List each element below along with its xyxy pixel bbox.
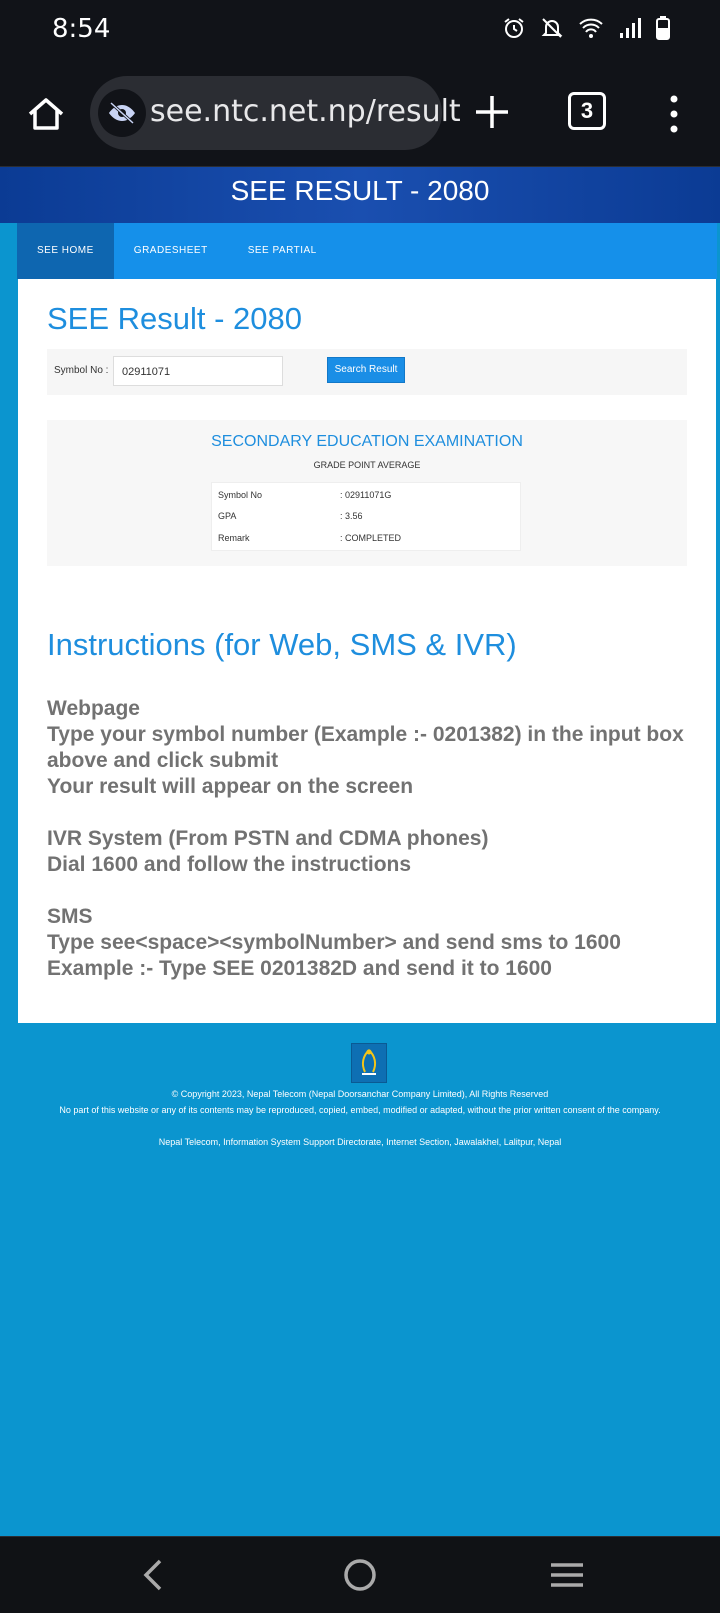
nav-see-partial[interactable]: SEE PARTIAL [247,245,317,256]
row-value: : COMPLETED [340,533,402,543]
tab-switcher-button[interactable]: 3 [568,92,606,130]
home-icon[interactable] [24,92,68,136]
url-text[interactable]: see.ntc.net.np/result [150,94,461,129]
footer-copyright: © Copyright 2023, Nepal Telecom (Nepal Doorsanchar Company Limited), All Rights Reserved [171,1089,549,1099]
row-key: GPA [218,511,237,521]
main-panel [18,279,716,1023]
row-value: : 3.56 [340,511,363,521]
site-title: SEE RESULT - 2080 [230,175,490,206]
sms-title: SMS [47,905,93,928]
battery-icon [656,16,670,40]
gpa-subtitle: GRADE POINT AVERAGE [313,460,421,470]
web-line2: Your result will appear on the screen [47,775,414,798]
footer-address: Nepal Telecom, Information System Support Directorate, Internet Section, Jawalakhel, Lalitpur, Nepal [158,1137,562,1147]
search-form [47,349,687,395]
instructions [47,696,687,982]
symbol-label: Symbol No : [54,365,109,376]
sms-line2: Example :- Type SEE 0201382D and send it to 1600 [47,957,552,980]
web-line1: Type your symbol number (Example :- 0201382) in the input box above and click submit [47,723,684,772]
result-table [211,482,521,551]
wifi-icon [578,16,604,40]
sms-line1: Type see<space><symbolNumber> and send sms to 1600 [47,931,621,954]
page-title: SEE Result - 2080 [47,301,303,336]
ivr-line1: Dial 1600 and follow the instructions [47,853,412,876]
site-header [0,167,720,223]
alarm-icon [502,16,526,40]
browser-toolbar [0,62,720,167]
instructions-title: Instructions (for Web, SMS & IVR) [47,627,517,662]
system-navbar [0,1536,720,1613]
nav-gradesheet[interactable]: GRADESHEET [133,245,208,256]
eye-off-icon[interactable] [98,89,146,137]
recents-icon[interactable] [547,1555,587,1595]
exam-title: SECONDARY EDUCATION EXAMINATION [211,433,523,450]
more-options-icon[interactable] [664,92,684,136]
result-box [47,420,687,566]
status-time: 8:54 [52,14,111,44]
status-icons [502,16,670,40]
address-bar[interactable] [90,76,461,150]
search-result-button[interactable]: Search Result [327,357,405,383]
nav-see-home[interactable]: SEE HOME [17,223,114,279]
row-key: Symbol No [218,490,263,500]
row-key: Remark [218,533,250,543]
row-value: : 02911071G [340,490,392,500]
home-circle-icon[interactable] [340,1555,380,1595]
back-icon[interactable] [134,1555,174,1595]
site-nav [17,223,717,279]
ntc-logo-icon [351,1043,387,1083]
bell-muted-icon [540,16,564,40]
footer-notice: No part of this website or any of its contents may be reproduced, copied, embed, modified or adapted, without the prior written consent of the company. [59,1105,661,1115]
ivr-title: IVR System (From PSTN and CDMA phones) [47,827,489,850]
status-bar [0,0,720,62]
new-tab-icon[interactable] [470,90,514,134]
signal-icon [618,16,642,40]
symbol-input[interactable]: 02911071 [113,356,283,386]
web-title: Webpage [47,697,140,720]
